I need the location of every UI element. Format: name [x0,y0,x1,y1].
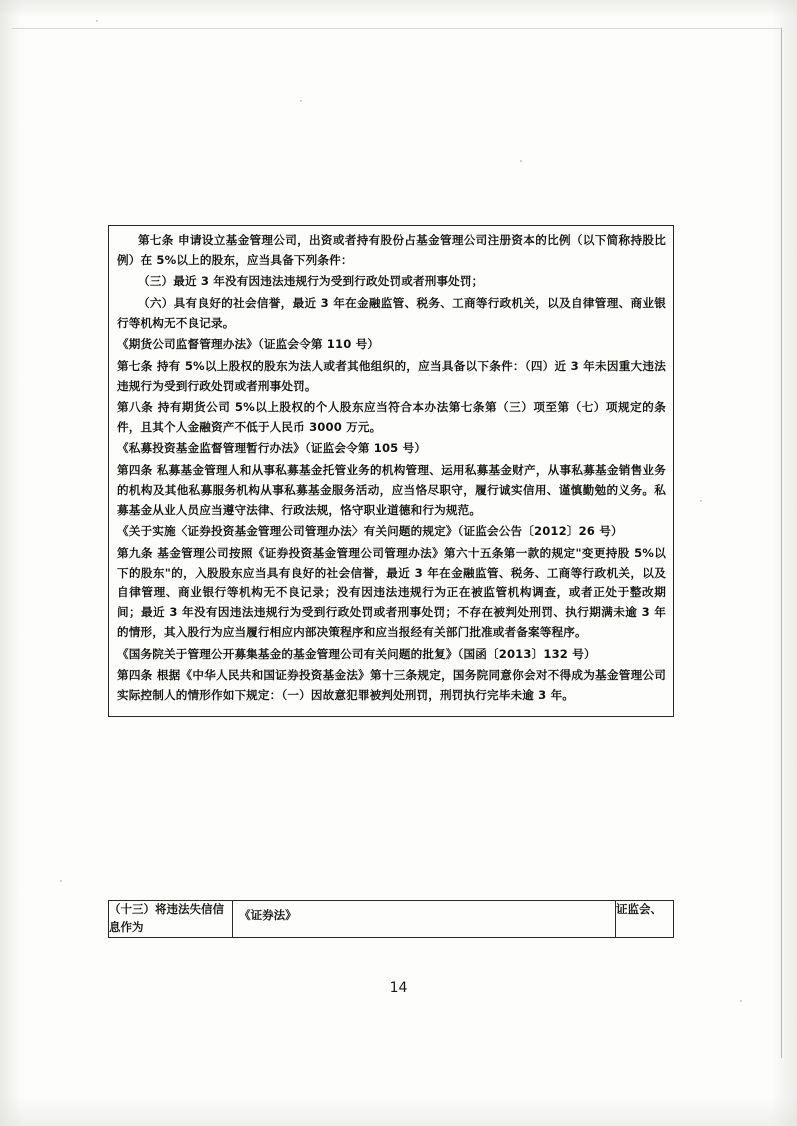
scan-speck [700,500,702,502]
regulation-source-title: 《私募投资基金监督管理暂行办法》（证监会令第 105 号） [117,441,427,456]
measure-label-cell: （十三）将违法失信信息作为 [109,901,233,938]
regulation-source-title: 《关于实施〈证券投资基金管理公司管理办法〉有关问题的规定》（证监会公告〔2012〕26 号） [117,524,623,539]
regulation-text-cell [109,226,674,717]
regulation-text-body [109,226,673,716]
sheet-border-top [12,28,782,29]
legal-basis-cell: 《证券法》 [233,901,616,938]
regulation-paragraph: 第七条 持有 5%以上股权的股东为法人或者其他组织的，应当具备以下条件：（四）近 3 年未因重大违法违规行为受到行政处罚或者刑事处罚。 [117,358,666,393]
regulation-paragraph: 第四条 私募基金管理人和从事私募基金托管业务的机构管理、运用私募基金财产，从事私募基金销售业务的机构及其他私募服务机构从事私募基金服务活动，应当恪尽职守，履行诚实信用、谨慎勤勉的义务。私募基金从业人员应当遵守法律、行政法规，恪守职业道德和行为规范。 [117,462,666,517]
scan-speck [740,1000,742,1002]
scan-speck [60,880,62,882]
regulation-paragraph: （三）最近 3 年没有因违法违规行为受到行政处罚或者刑事处罚； [138,274,484,289]
table-row [109,226,674,717]
sheet-border-right [781,28,782,1058]
regulation-source-title: 《国务院关于管理公开募集基金的基金管理公司有关问题的批复》（国函〔2013〕132 号） [117,646,596,661]
regulation-table-bottom-row [108,900,674,938]
scan-speck [300,100,302,102]
regulation-paragraph: 第八条 持有期货公司 5%以上股权的个人股东应当符合本办法第七条第（三）项至第（七）项规定的条件，且其个人金融资产不低于人民币 3000 万元。 [117,400,666,434]
regulation-paragraph: 第九条 基金管理公司按照《证券投资基金管理公司管理办法》第六十五条第一款的规定"变更持股 5%以下的股东"的，入股股东应当具有良好的社会信誉，最近 3 年在金融监管、税务、工商等行政机关，以及自律管理、商业银行等机构无不良记录；没有因违法违规行为正在被监管机构调查，或者正处于整改期间；最近 3 年没有因违法违规行为受到行政处罚或者刑事处罚；不存在被判处刑罚、执行期满未逾 3 年的情形，其入股行为应当履行相应内部决策程序和应当报经有关部门批准或者备案等程序。 [117,545,666,640]
regulation-table [108,225,674,717]
regulation-paragraph: （六）具有良好的社会信誉，最近 3 年在金融监管、税务、工商等行政机关，以及自律管理、商业银行等机构无不良记录。 [117,295,666,330]
authority-cell: 证监会、 [615,901,673,938]
regulation-paragraph: 第七条 申请设立基金管理公司，出资或者持有股份占基金管理公司注册资本的比例（以下简称持股比例）在 5%以上的股东，应当具备下列条件： [117,233,666,267]
scan-speck [520,160,522,162]
regulation-source-title: 《期货公司监督管理办法》（证监会令第 110 号） [117,337,380,352]
scan-edge-right [771,0,797,1126]
scan-edge-bottom [0,1096,797,1126]
table-row [109,901,674,938]
scan-speck [96,20,98,22]
scan-edge-top [0,0,797,18]
regulation-paragraph: 第四条 根据《中华人民共和国证券投资基金法》第十三条规定，国务院同意你会对不得成为基金管理公司实际控制人的情形作如下规定：（一）因故意犯罪被判处刑罚，刑罚执行完毕未逾 3 年。 [117,668,666,703]
scan-edge-left [0,0,22,1126]
page-number: 14 [389,980,408,996]
